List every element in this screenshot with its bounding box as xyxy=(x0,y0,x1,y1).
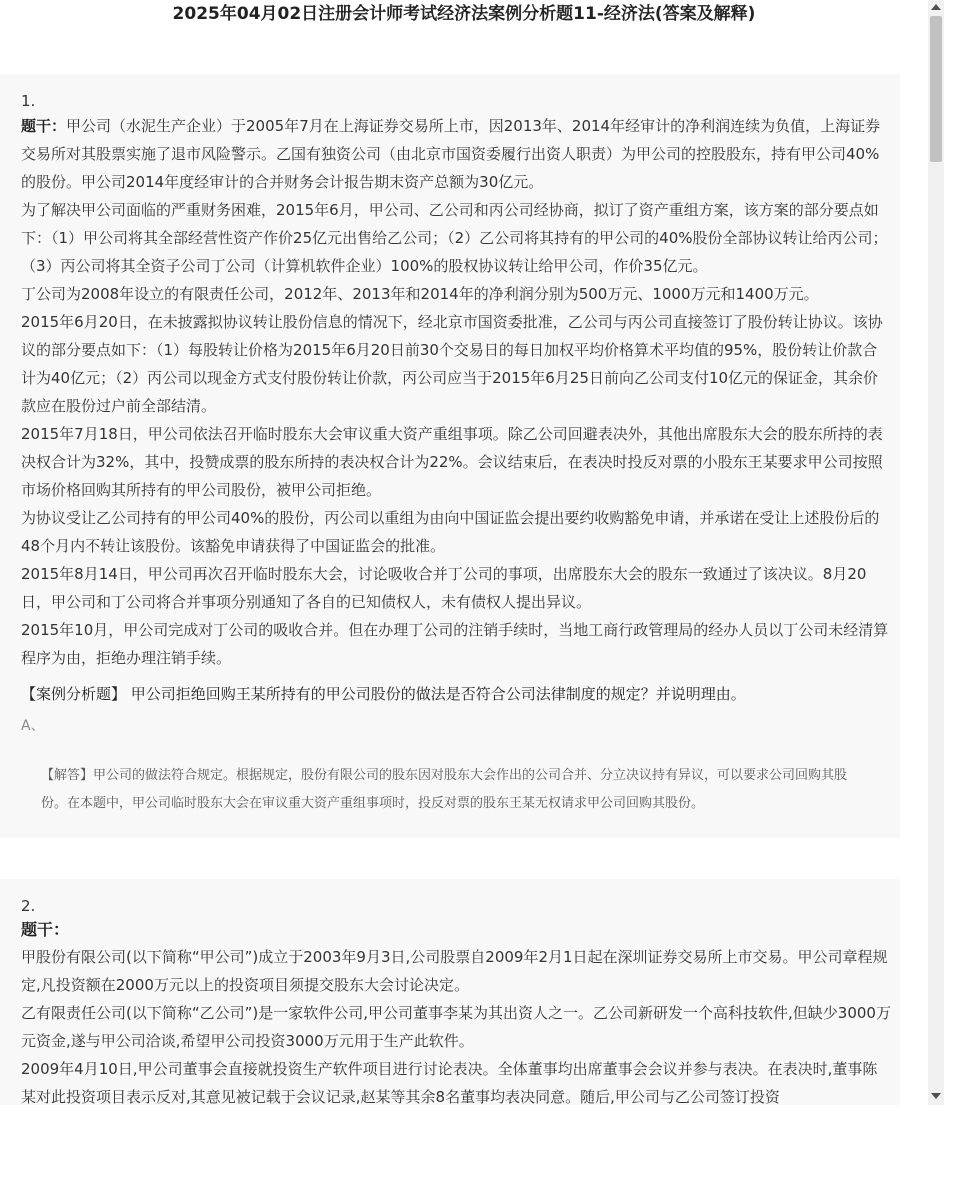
stem-paragraph: 乙有限责任公司(以下简称“乙公司”)是一家软件公司,甲公司董事李某为其出资人之一。乙公司新研发一个高科技软件,但缺少3000万元资金,遂与甲公司洽谈,希望甲公司投资3000万元用于生产此软件。 xyxy=(21,1004,891,1050)
stem-paragraph: 2015年7月18日，甲公司依法召开临时股东大会审议重大资产重组事项。除乙公司回避表决外，其他出席股东大会的股东所持的表决权合计为32%，其中，投赞成票的股东所持的表决权合计为22%。会议结束后，在表决时投反对票的小股东王某要求甲公司按照市场价格回购其所持有的甲公司股份，被甲公司拒绝。 xyxy=(21,425,883,499)
scrollbar-thumb[interactable] xyxy=(930,16,942,162)
scroll-up-arrow-icon[interactable] xyxy=(931,4,941,10)
stem-paragraph: 为了解决甲公司面临的严重财务困难，2015年6月，甲公司、乙公司和丙公司经协商，拟订了资产重组方案，该方案的部分要点如下：（1）甲公司将其全部经营性资产作价25亿元出售给乙公司；（2）乙公司将其持有的甲公司的40%股份全部协议转让给丙公司；（3）丙公司将其全资子公司丁公司（计算机软件企业）100%的股权协议转让给甲公司，作价35亿元。 xyxy=(21,201,888,275)
stem-paragraph: 2015年10月，甲公司完成对丁公司的吸收合并。但在办理丁公司的注销手续时，当地工商行政管理局的经办人员以丁公司未经清算程序为由，拒绝办理注销手续。 xyxy=(21,621,889,667)
question-card-1 xyxy=(0,74,900,838)
stem-paragraph: 2015年6月20日，在未披露拟协议转让股份信息的情况下，经北京市国资委批准，乙公司与丙公司直接签订了股份转让协议。该协议的部分要点如下：（1）每股转让价格为2015年6月20日前30个交易日的每日加权平均价格算术平均值的95%，股份转让价款合计为40亿元；（2）丙公司以现金方式支付股份转让价款，丙公司应当于2015年6月25日前向乙公司支付10亿元的保证金，其余价款应在股份过户前全部结清。 xyxy=(21,313,883,415)
question-number: 1. xyxy=(21,92,36,110)
stem-text: 甲公司（水泥生产企业）于2005年7月在上海证券交易所上市，因2013年、2014年经审计的净利润连续为负值，上海证券交易所对其股票实施了退市风险警示。乙国有独资公司（由北京市国资委履行出资人职责）为甲公司的控股股东，持有甲公司40%的股份。甲公司2014年度经审计的合并财务会计报告期末资产总额为30亿元。 xyxy=(21,117,881,191)
stem-paragraph: 2015年8月14日，甲公司再次召开临时股东大会，讨论吸收合并丁公司的事项，出席股东大会的股东一致通过了该决议。8月20日，甲公司和丁公司将合并事项分别通知了各自的已知债权人，未有债权人提出异议。 xyxy=(21,565,867,611)
case-question: 【案例分析题】 甲公司拒绝回购王某所持有的甲公司股份的做法是否符合公司法律制度的规定？并说明理由。 xyxy=(21,685,746,703)
stem-label: 题干： xyxy=(21,117,67,135)
stem-label: 题干： xyxy=(21,920,70,939)
stem-paragraph: 为协议受让乙公司持有的甲公司40%的股份，丙公司以重组为由向中国证监会提出要约收购豁免申请，并承诺在受让上述股份后的48个月内不转让该股份。该豁免申请获得了中国证监会的批准。 xyxy=(21,509,880,555)
answer-option-a[interactable]: A、 xyxy=(21,718,45,734)
question-number: 2. xyxy=(21,897,36,915)
page-title: 2025年04月02日注册会计师考试经济法案例分析题11-经济法(答案及解释) xyxy=(172,4,756,24)
stem-paragraph: 丁公司为2008年设立的有限责任公司，2012年、2013年和2014年的净利润分别为500万元、1000万元和1400万元。 xyxy=(21,285,819,303)
vertical-scrollbar[interactable] xyxy=(928,0,944,1105)
stem-paragraph: 2009年4月10日,甲公司董事会直接就投资生产软件项目进行讨论表决。全体董事均出席董事会会议并参与表决。在表决时,董事陈某对此投资项目表示反对,其意见被记载于会议记录,赵某等其余8名董事均表决同意。随后,甲公司与乙公司签订投资 xyxy=(21,1060,878,1105)
question-card-2 xyxy=(0,879,900,1105)
stem-paragraph xyxy=(21,112,900,196)
answer-explanation: 【解答】甲公司的做法符合规定。根据规定，股份有限公司的股东因对股东大会作出的公司合并、分立决议持有异议，可以要求公司回购其股份。在本题中，甲公司临时股东大会在审议重大资产重组事项时，投反对票的股东王某无权请求甲公司回购其股份。 xyxy=(41,768,848,811)
scroll-down-arrow-icon[interactable] xyxy=(931,1093,941,1099)
stem-paragraph: 甲股份有限公司(以下简称“甲公司”)成立于2003年9月3日,公司股票自2009年2月1日起在深圳证券交易所上市交易。甲公司章程规定,凡投资额在2000万元以上的投资项目须提交股东大会讨论决定。 xyxy=(21,948,888,994)
